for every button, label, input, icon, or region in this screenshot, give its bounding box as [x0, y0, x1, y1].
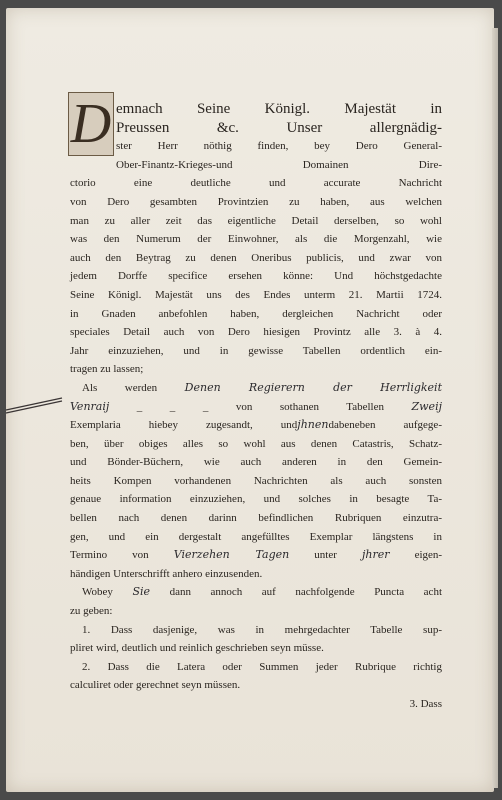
para2-line-1	[70, 379, 442, 398]
text-line: tragen zu lassen;	[70, 363, 144, 376]
opening-line-2: Preussen &c. Unser allergnädig-	[116, 119, 442, 136]
point-1-line-2: pliret wird, deutlich und reinlich geschrieben seyn müsse.	[70, 642, 324, 655]
text-line: was den Numerum der Einwohner, als die Morgenzahl, wie	[70, 233, 442, 246]
text-line: jedem Dorffe specifice ersehen könne: Und höchstgedachte	[70, 270, 442, 283]
text-line: bellen nach denen darinn befindlichen Rubriquen einzutra-	[70, 512, 442, 525]
para2-line-2	[70, 398, 442, 417]
text-line: speciales Detail auch von Dero hiesigen Provintz alle 3. à 4.	[70, 326, 442, 339]
dash-fill: _ _ _	[136, 400, 209, 413]
text-line: heits Kompen vorhandenen Nachrichten als auch sonsten	[70, 474, 442, 487]
para2-line-3	[70, 416, 442, 435]
text-line: Jahr einzuziehen, und in gewisse Tabellen ordentlich ein-	[70, 344, 442, 357]
handwritten-count: Zweij	[411, 399, 442, 413]
termin-mid: unter	[314, 549, 337, 562]
text-line: und Bönder-Büchern, wie auch anderen in den Gemein-	[70, 456, 442, 469]
wobey-start: Wobey	[82, 586, 113, 599]
text-line: händigen Unterschrifft anhero einzusenden.	[70, 567, 263, 580]
text-line: ctorio eine deutliche und accurate Nachricht	[70, 177, 442, 190]
text-line: auch den Beytrag zu denen Oneribus publicis, und zwar von	[70, 251, 442, 264]
handwritten-ihrer: jhrer	[361, 548, 390, 562]
text-line: gen, und ein dergestalt angefülltes Exemplar längstens in	[70, 530, 442, 543]
text-line: Seine Königl. Majestät uns des Endes unterm 21. Martii 1724.	[70, 288, 442, 301]
termin-start: Termino von	[70, 549, 149, 562]
text-line: in Gnaden anbefohlen haben, dergleichen Nachricht oder	[70, 307, 442, 320]
wobey-line	[70, 583, 442, 602]
termin-line	[70, 546, 442, 565]
catchword: 3. Dass	[409, 698, 442, 710]
margin-pen-strokes	[4, 394, 64, 414]
wobey-end: dann annoch auf nachfolgende Puncta acht	[169, 586, 442, 599]
text-line: genaue information einzuziehen, und solches in besagte Ta-	[70, 493, 442, 506]
initial-letter: D	[70, 93, 112, 155]
text-line: ben, über obiges alles so wohl aus denen Catastris, Schatz-	[70, 437, 442, 450]
para2-start: Als werden	[82, 381, 158, 394]
point-2-line-1: 2. Dass die Latera oder Summen jeder Rubrique richtig	[82, 660, 442, 673]
point-1-line-1: 1. Dass dasjenige, was in mehrgedachter Tabelle sup-	[82, 623, 442, 636]
handwritten-days: Vierzehen Tagen	[173, 548, 290, 562]
text-line: zu geben:	[70, 605, 113, 618]
text-line: man zu aller zeit das eigentliche Detail derselben, so wohl	[70, 214, 442, 227]
para2-l2-text: von sothanen Tabellen	[235, 400, 384, 413]
document-text	[70, 100, 442, 714]
termin-end: eigen-	[414, 549, 443, 562]
page-edge	[492, 28, 498, 788]
opening-line-1: emnach Seine Königl. Majestät in	[116, 101, 442, 117]
text-line: ster Herr nöthig finden, bey Dero General-	[116, 140, 442, 153]
text-line: Ober-Finantz-Krieges-und Domainen Dire-	[116, 158, 442, 171]
para2-l3-text-end: dabeneben aufgege-	[328, 419, 442, 432]
handwritten-recipient: Denen Regierern der Herrligkeit	[184, 380, 442, 394]
handwritten-place: Venraij	[70, 399, 110, 413]
handwritten-sie: Sie	[132, 585, 151, 599]
point-2-line-2: calculiret oder gerechnet seyn müssen.	[70, 679, 241, 692]
handwritten-ihnen: jhnen	[297, 418, 329, 432]
para2-l3-text: Exemplaria hiebey zugesandt, und	[70, 419, 298, 432]
text-line: von Dero gesambten Provintzien zu haben, aus welchen	[70, 195, 442, 208]
